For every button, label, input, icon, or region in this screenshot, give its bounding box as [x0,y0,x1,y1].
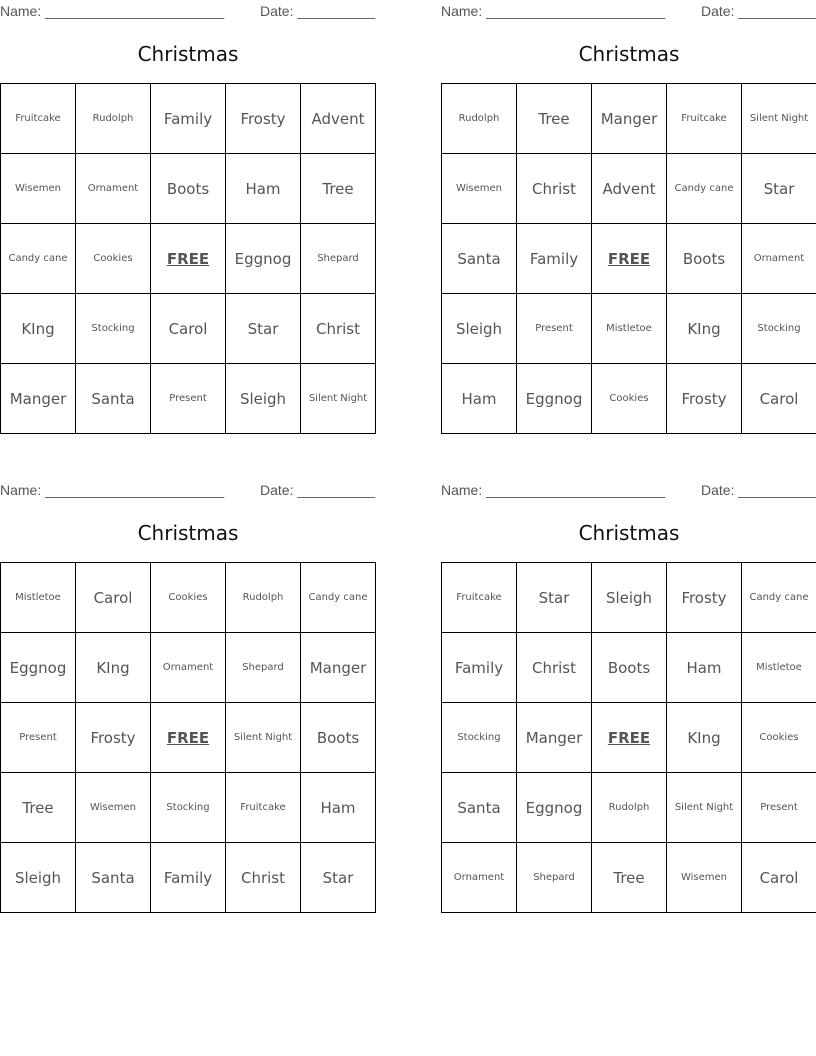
bingo-cell: Stocking [151,773,226,843]
bingo-cell: Ham [226,154,301,224]
bingo-cell: Present [517,294,592,364]
bingo-cell: Wisemen [667,843,742,913]
bingo-cell: Cookies [151,563,226,633]
bingo-cell: Boots [667,224,742,294]
bingo-cell: Boots [592,633,667,703]
date-field: Date: __________ [260,3,376,19]
bingo-cell: Ornament [76,154,151,224]
bingo-cell: KIng [1,294,76,364]
bingo-cell: Mistletoe [742,633,816,703]
bingo-cell: Ham [667,633,742,703]
bingo-cell: Santa [442,773,517,843]
bingo-cell: Frosty [226,84,301,154]
grid-row [1,84,376,154]
bingo-cell: Frosty [76,703,151,773]
bingo-grid [0,83,376,434]
bingo-cell: Christ [517,154,592,224]
bingo-cell: Wisemen [76,773,151,843]
bingo-cell: Rudolph [592,773,667,843]
card-header [0,479,376,501]
bingo-cell: Family [517,224,592,294]
bingo-cell: Manger [1,364,76,434]
bingo-cell: Eggnog [1,633,76,703]
grid-row [442,843,816,913]
bingo-card [0,0,376,408]
bingo-cell: Wisemen [442,154,517,224]
bingo-grid [0,562,376,913]
bingo-cell: Candy cane [301,563,376,633]
free-space: FREE [592,224,667,294]
free-space: FREE [592,703,667,773]
bingo-cell: Tree [1,773,76,843]
grid-row [1,154,376,224]
bingo-cell: Silent Night [226,703,301,773]
bingo-cell: Mistletoe [592,294,667,364]
date-field: Date: __________ [260,482,376,498]
bingo-cell: Shepard [517,843,592,913]
bingo-cell: Frosty [667,563,742,633]
grid-row [1,364,376,434]
bingo-cell: Mistletoe [1,563,76,633]
bingo-card [0,479,376,887]
grid-row [1,843,376,913]
grid-row [1,563,376,633]
bingo-cell: Eggnog [226,224,301,294]
bingo-cell: Star [226,294,301,364]
bingo-cell: Tree [517,84,592,154]
bingo-cell: Fruitcake [1,84,76,154]
name-field: Name: _______________________ [0,482,225,498]
bingo-cell: Carol [151,294,226,364]
bingo-cell: Tree [301,154,376,224]
date-field: Date: __________ [701,3,816,19]
bingo-cell: Advent [301,84,376,154]
bingo-cell: Silent Night [301,364,376,434]
card-title: Christmas [137,42,239,66]
bingo-cell: Manger [301,633,376,703]
bingo-cell: Ornament [151,633,226,703]
bingo-cell: KIng [667,703,742,773]
grid-row [442,154,816,224]
bingo-cell: Advent [592,154,667,224]
card-header [441,479,816,501]
bingo-cell: Present [742,773,816,843]
bingo-cell: Candy cane [1,224,76,294]
name-field: Name: _______________________ [441,482,666,498]
bingo-cell: Stocking [442,703,517,773]
grid-row [442,224,816,294]
bingo-cell: Candy cane [667,154,742,224]
bingo-cell: Sleigh [226,364,301,434]
bingo-cell: Christ [517,633,592,703]
bingo-cell: Ham [301,773,376,843]
grid-row [442,294,816,364]
card-title: Christmas [578,521,680,545]
card-title: Christmas [137,521,239,545]
bingo-cell: Cookies [742,703,816,773]
grid-row [442,84,816,154]
grid-row [442,563,816,633]
bingo-cell: Rudolph [76,84,151,154]
bingo-cell: Present [1,703,76,773]
free-space: FREE [151,224,226,294]
bingo-cell: Star [517,563,592,633]
card-header [441,0,816,22]
grid-row [1,773,376,843]
bingo-grid [441,562,816,913]
card-header [0,0,376,22]
bingo-cell: Carol [742,843,816,913]
bingo-cell: Rudolph [226,563,301,633]
bingo-cell: Eggnog [517,773,592,843]
bingo-cell: Stocking [76,294,151,364]
grid-row [1,224,376,294]
bingo-cell: Carol [76,563,151,633]
bingo-cell: Silent Night [742,84,816,154]
free-space: FREE [151,703,226,773]
grid-row [442,364,816,434]
bingo-card [441,0,816,408]
bingo-cell: Ham [442,364,517,434]
bingo-cell: Sleigh [1,843,76,913]
bingo-cell: Fruitcake [442,563,517,633]
bingo-cell: Christ [226,843,301,913]
bingo-cell: Shepard [301,224,376,294]
bingo-cell: Family [151,843,226,913]
bingo-cell: Family [442,633,517,703]
grid-row [1,633,376,703]
bingo-cell: Silent Night [667,773,742,843]
bingo-cell: KIng [76,633,151,703]
bingo-cell: Frosty [667,364,742,434]
bingo-grid [441,83,816,434]
bingo-cell: Ornament [742,224,816,294]
bingo-cell: Family [151,84,226,154]
bingo-cell: Manger [592,84,667,154]
bingo-cell: KIng [667,294,742,364]
bingo-cell: Christ [301,294,376,364]
bingo-cell: Tree [592,843,667,913]
bingo-cell: Santa [76,364,151,434]
bingo-cell: Star [742,154,816,224]
bingo-cell: Boots [151,154,226,224]
bingo-card [441,479,816,887]
grid-row [1,294,376,364]
bingo-cell: Fruitcake [667,84,742,154]
bingo-cell: Sleigh [442,294,517,364]
grid-row [442,633,816,703]
bingo-cell: Cookies [592,364,667,434]
date-field: Date: __________ [701,482,816,498]
grid-row [1,703,376,773]
bingo-cell: Santa [76,843,151,913]
name-field: Name: _______________________ [0,3,225,19]
bingo-cell: Boots [301,703,376,773]
grid-row [442,703,816,773]
bingo-cell: Cookies [76,224,151,294]
bingo-cell: Shepard [226,633,301,703]
bingo-cell: Carol [742,364,816,434]
bingo-cell: Present [151,364,226,434]
bingo-cell: Fruitcake [226,773,301,843]
bingo-cell: Eggnog [517,364,592,434]
bingo-cell: Manger [517,703,592,773]
bingo-cell: Ornament [442,843,517,913]
bingo-cell: Sleigh [592,563,667,633]
name-field: Name: _______________________ [441,3,666,19]
bingo-cell: Rudolph [442,84,517,154]
grid-row [442,773,816,843]
card-title: Christmas [578,42,680,66]
bingo-cell: Wisemen [1,154,76,224]
bingo-cell: Stocking [742,294,816,364]
bingo-cell: Santa [442,224,517,294]
bingo-cell: Candy cane [742,563,816,633]
bingo-cell: Star [301,843,376,913]
